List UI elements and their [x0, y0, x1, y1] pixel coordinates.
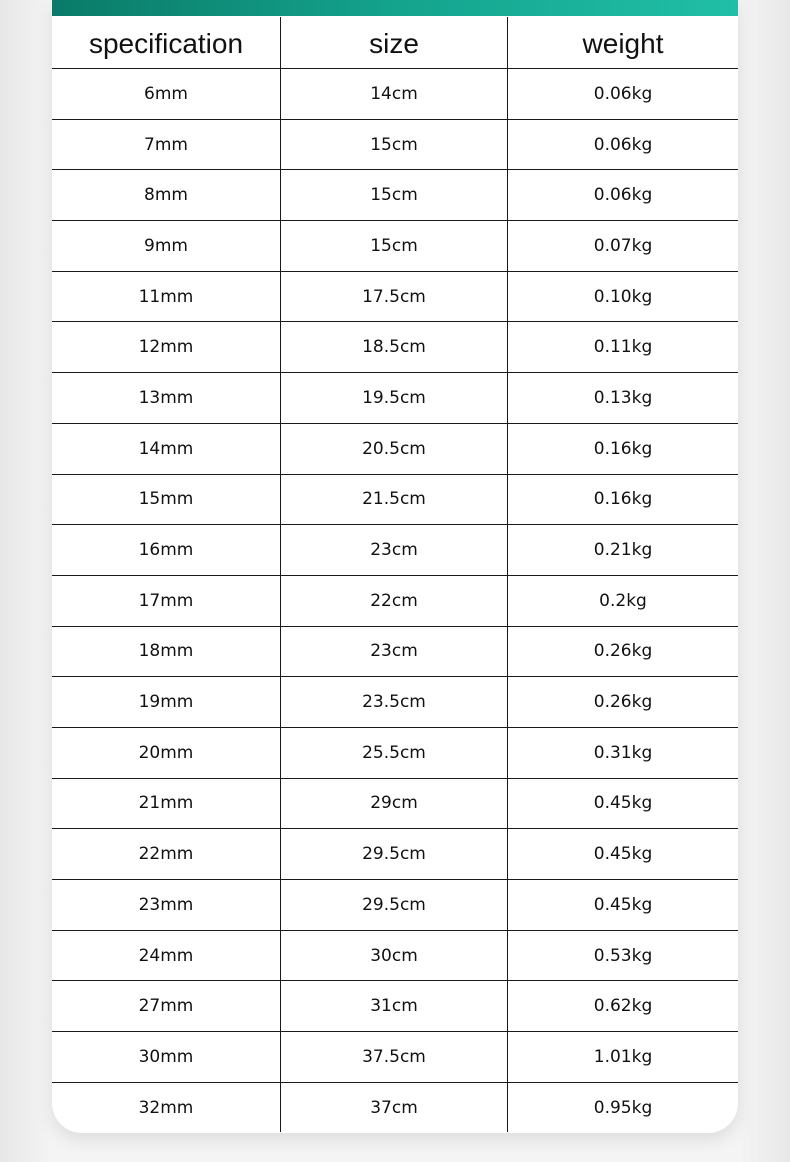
cell-size: 20.5cm: [280, 424, 507, 474]
cell-specification: 16mm: [138, 540, 194, 561]
cell-specification: 15mm: [138, 489, 194, 510]
cell-specification: 30mm: [138, 1046, 194, 1067]
cell-weight: 0.2kg: [507, 576, 738, 626]
accent-bar: [52, 0, 738, 16]
cell-specification: 12mm: [138, 337, 194, 358]
table-row: [52, 879, 738, 930]
cell-weight: 0.06kg: [507, 170, 738, 220]
cell-specification: 8mm: [144, 185, 188, 206]
cell-specification: 11mm: [138, 286, 194, 307]
cell-weight: 0.11kg: [507, 322, 738, 372]
cell-specification: 23mm: [138, 894, 194, 915]
table-row: [52, 524, 738, 575]
table-row: [52, 169, 738, 220]
table-row: [52, 423, 738, 474]
cell-weight: 0.16kg: [507, 424, 738, 474]
cell-size: 37cm: [280, 1083, 507, 1133]
table-row: [52, 727, 738, 778]
table-row: [52, 119, 738, 170]
cell-specification: 22mm: [138, 844, 194, 865]
cell-size: 14cm: [280, 69, 507, 119]
cell-size: 15cm: [280, 221, 507, 271]
cell-size: 25.5cm: [280, 728, 507, 778]
header-weight: weight: [507, 17, 738, 68]
table-row: [52, 1082, 738, 1133]
cell-specification: 6mm: [144, 83, 188, 104]
cell-weight: 0.45kg: [507, 779, 738, 829]
header-specification: specification: [88, 27, 244, 59]
table-row: [52, 930, 738, 981]
cell-weight: 0.53kg: [507, 931, 738, 981]
cell-size: 18.5cm: [280, 322, 507, 372]
cell-weight: 0.10kg: [507, 272, 738, 322]
header-size: size: [280, 17, 507, 68]
cell-specification: 17mm: [138, 590, 194, 611]
cell-size: 29.5cm: [280, 829, 507, 879]
cell-specification: 14mm: [138, 438, 194, 459]
cell-size: 37.5cm: [280, 1032, 507, 1082]
cell-specification: 32mm: [138, 1097, 194, 1118]
cell-weight: 1.01kg: [507, 1032, 738, 1082]
cell-weight: 0.16kg: [507, 475, 738, 525]
cell-specification: 13mm: [138, 387, 194, 408]
table-row: [52, 778, 738, 829]
cell-weight: 0.26kg: [507, 677, 738, 727]
cell-size: 23cm: [280, 525, 507, 575]
cell-size: 17.5cm: [280, 272, 507, 322]
table-row: [52, 626, 738, 677]
cell-size: 23.5cm: [280, 677, 507, 727]
cell-weight: 0.95kg: [507, 1083, 738, 1133]
cell-specification: 19mm: [138, 692, 194, 713]
cell-size: 29.5cm: [280, 880, 507, 930]
cell-weight: 0.13kg: [507, 373, 738, 423]
table-row: [52, 1031, 738, 1082]
cell-weight: 0.45kg: [507, 880, 738, 930]
spec-card: [52, 0, 738, 1133]
table-row: [52, 980, 738, 1031]
cell-size: 21.5cm: [280, 475, 507, 525]
cell-specification: 7mm: [144, 134, 188, 155]
spec-table: [52, 17, 738, 1132]
table-row: [52, 271, 738, 322]
cell-size: 22cm: [280, 576, 507, 626]
cell-weight: 0.62kg: [507, 981, 738, 1031]
cell-weight: 0.26kg: [507, 627, 738, 677]
cell-weight: 0.31kg: [507, 728, 738, 778]
cell-specification: 27mm: [138, 996, 194, 1017]
cell-size: 31cm: [280, 981, 507, 1031]
table-row: [52, 676, 738, 727]
cell-weight: 0.45kg: [507, 829, 738, 879]
cell-specification: 9mm: [144, 235, 188, 256]
cell-size: 23cm: [280, 627, 507, 677]
table-header-row: [52, 17, 738, 68]
table-row: [52, 828, 738, 879]
cell-specification: 18mm: [138, 641, 194, 662]
cell-size: 29cm: [280, 779, 507, 829]
table-row: [52, 474, 738, 525]
table-row: [52, 372, 738, 423]
table-row: [52, 68, 738, 119]
table-row: [52, 575, 738, 626]
cell-weight: 0.06kg: [507, 69, 738, 119]
cell-specification: 24mm: [138, 945, 194, 966]
cell-weight: 0.07kg: [507, 221, 738, 271]
cell-size: 19.5cm: [280, 373, 507, 423]
cell-weight: 0.06kg: [507, 120, 738, 170]
cell-specification: 21mm: [138, 793, 194, 814]
table-row: [52, 220, 738, 271]
table-row: [52, 321, 738, 372]
cell-weight: 0.21kg: [507, 525, 738, 575]
cell-size: 30cm: [280, 931, 507, 981]
cell-size: 15cm: [280, 120, 507, 170]
cell-size: 15cm: [280, 170, 507, 220]
cell-specification: 20mm: [138, 742, 194, 763]
table-body: [52, 68, 738, 1132]
